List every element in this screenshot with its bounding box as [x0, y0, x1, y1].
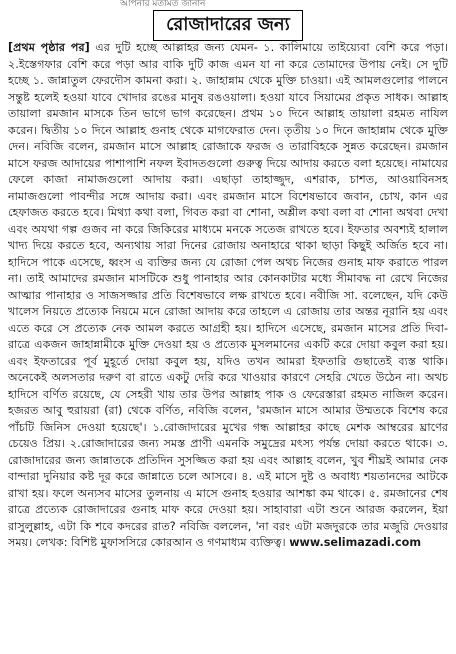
article-text: এর দুটি হচ্ছে আল্লাহর জন্য যেমন- ১. কালিমায়ে তাইয়্যেবা বেশি করে পড়া। ২.ইস্তেগফার বেশি করে পড়া আর বাকি দুটি কাজ এমন যা না করে তোমাদের উপায় নেই। সে দুটি হচ্ছে ১. জান্নাতুল ফেরদৌস কামনা করা। ২. জাহান্নাম থেকে মুক্তি চাওয়া। এই আমলগুলোর পালনে সন্তুষ্ট হলেই হওয়া যাবে খোদার রঙের মানুষ রঙওয়ালা। হওয়া যাবে সিয়ামের প্রকৃত সাধক। আল্লাহ তায়ালা রমজান মাসকে তিন ভাগে ভাগ করেছেন। প্রথম ১০ দিনে আল্লাহ তায়ালা রহমত নাযিল করেন। দ্বিতীয় ১০ দিনে আল্লাহ গুনাহ থেকে মাগফেরাত দেন। তৃতীয় ১০ দিনে জাহান্নাম থেকে মুক্তি দেন। নবিজি বলেন, রমজান মাসে আল্লাহ রোজাকে ফরজ ও তারাবিহকে সুন্নত করেছেন। রমজান মাসে ফরজ আদায়ের পাশাপাশি নফল ইবাদতগুলো গুরুত্ব দিয়ে আদায় করতে বলা হয়েছে। নামাযের ফেলে কাজা নামাজগুলো আদায় করা। এছাড়া তাহাজ্জুদ, এশরাক, চাশত, আওয়াবিনসহ নামাজগুলো পাবন্দীর সঙ্গে আদায় করা। এবং রমজান মাসে বিশেষভাবে জবান, চোখ, কান এর হেফাজত করতে হবে। মিথ্যা কথা বলা, গিবত করা বা শোনা, অশ্লীল কথা বলা বা শোনা অথবা দেখা এবং অযথা গল্প গুজব না করে জিকিরের মাধ্যমে মনকে সতেজ রাখতে হবে। ইফতার অবশ্যই হালাল খাদ্য দিয়ে করতে হবে, অন্যথায় সারা দিনের রোজায় অনাহারে থাকা ছাড়া কিছুই অর্জিত হবে না। হাদিসে পাকে এসেছে, ধ্বংস এ ব্যক্তির জন্য যে রোজা পেল অথচ নিজের গুনাহ মাফ করাতে পারল না। তাই আমাদের রমজান মাসটিকে শুধু পানাহার আর কোনকাটার মধ্যে সীমাবদ্ধ না রেখে নিজের আত্মার পানাহার ও সাজসজ্জার প্রতি বিশেষভাবে লক্ষ রাখতে হবে। নবীজি সা. বলেছেন, যদি কেউ খালেস নিয়তে প্রত্যেক নিয়মে মনে রোজা আদায় করে তাহলে এ রোজায় তার অন্তর নূরানি হয় এবং এতে করে সে প্রত্যেক নেক আমল করতে আগ্রহী হয়। হাদিসে এসেছে, রমজান মাসের প্রতি দিবা-রাত্রে একজন জাহান্নামীকে মুক্তি দেওয়া হয় ও প্রত্যেক মুসলমানের একটি করে দোয়া কবুল করা হয়। এবং ইফতারের পূর্ব মুহূর্তে দোয়া কবুল হয়, যদিও তখন আমরা ইফতারি গুছাতেই ব্যস্ত থাকি। অনেকেই অলসতার দরুণ বা রাতে একটু দেরি করে খাওয়ার কারণে সেহরি খেতে উঠেন না। অথচ হাদিসে বর্ণিত রয়েছে, যে সেহরী খায় তার উপর আল্লাহ পাক ও ফেরেস্তারা রহমত নাজিল করেন। হজরত আবু হুরায়রা (রা) থেকে বর্ণিত, নবিজি বলেন, 'রমজান মাসে আমার উম্মতকে বিশেষ করে পাঁচটি জিনিস দেওয়া হয়েছে'। ১.রোজাদারের মুখের গন্ধ আল্লাহর কাছে মেশক আম্বরের ঘ্রাণের চেয়েও প্রিয়। ২.রোজাদারের জন্য সমস্ত প্রাণী এমনকি সমুদ্রের মৎস্য পর্যন্ত দোয়া করতে থাকে। ৩. রোজাদারের জন্য জান্নাতকে প্রতিদিন সুসজ্জিত করা হয় এবং আল্লাহ বলেন, খুব শীঘ্রই আমার নেক বান্দারা দুনিয়ার কষ্ট দূর করে জান্নাতে চলে আসবে। ৪. এই মাসে দুষ্ট ও অবাধ্য শয়তানদের আটকে রাখা হয়। ফলে অন্যসব মাসের তুলনায় এ মাসে গুনাহ হওয়ার আশঙ্কা কম থাকে। ৫. রমজানের শেষ রাত্রে প্রত্যেক রোজাদারের গুনাহ মাফ করে দেওয়া হয়। সাহাবারা এটা শুনে আরজ করলেন, ইয়া রাসুলুল্লাহ, এটা কি শবে কদরের রাত? নবিজি বললেন, 'না বরং এটা মজদুরকে তার মজুরি দেওয়ার সময়। লেখক: বিশিষ্ট মুফাসসিরে কোরআন ও গণমাধ্যম ব্যক্তিত্ব।	[8, 41, 448, 549]
continuation-label: [প্রথম পৃষ্ঠার পর]	[8, 41, 90, 54]
title-area	[0, 10, 456, 41]
article-body	[8, 40, 448, 640]
article-paragraph	[8, 40, 448, 552]
article-title: রোজাদারের জন্য	[153, 10, 303, 41]
top-strip	[0, 0, 456, 10]
website-link[interactable]: www.selimazadi.com	[289, 536, 421, 549]
top-strip-text: আপনার মতামত জানান	[120, 0, 206, 9]
